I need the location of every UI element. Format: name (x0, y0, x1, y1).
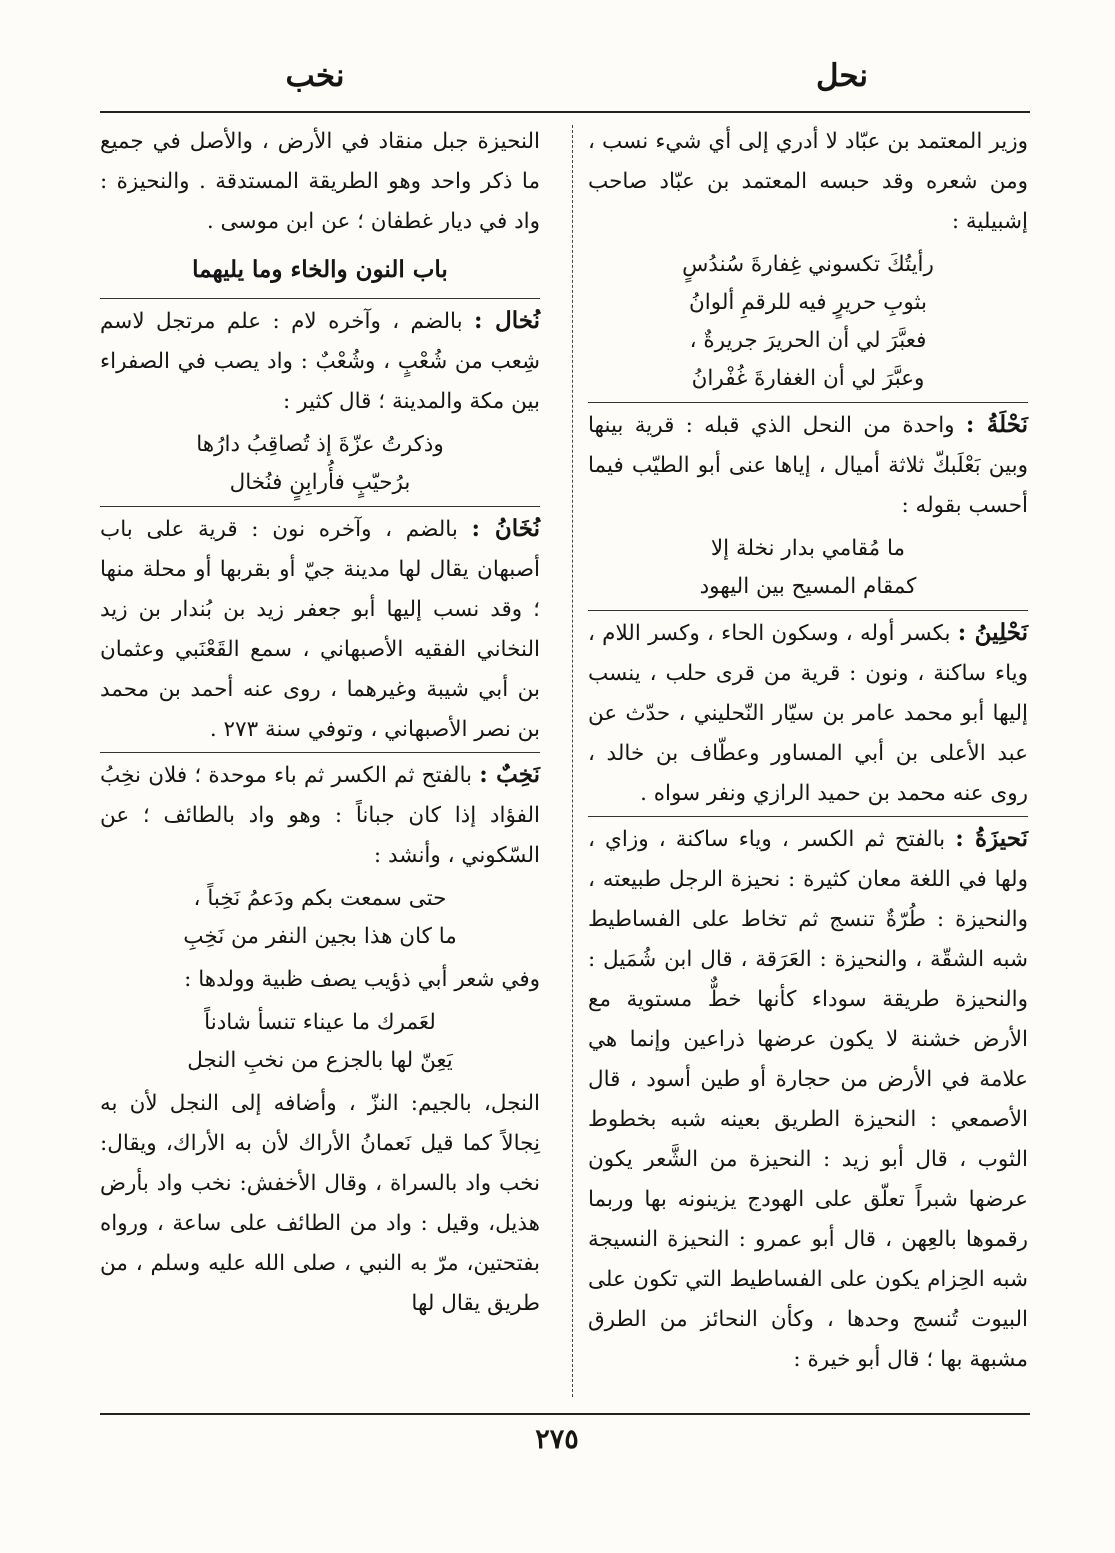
entry-text: واحدة من النحل الذي قبله : قرية بينها وبين بَعْلَبكّ ثلاثة أميال ، إياها عنى أبو الطيّب فيما أحسب بقوله : (588, 413, 1028, 518)
verse-line: رأيتُكَ تكسوني غِفارةَ سُندُسٍ (682, 252, 934, 277)
entry-divider (100, 506, 540, 507)
entry-headword: نُخَانُ : (471, 515, 540, 542)
poem (100, 880, 540, 956)
bottom-rule (100, 1413, 1030, 1415)
entry-divider (100, 298, 540, 299)
entry-headword: نَحْلِينُ : (957, 619, 1028, 646)
section-title: باب النون والخاء وما يليهما (192, 256, 448, 283)
entry-headword: نُخال : (473, 307, 540, 334)
top-rule (100, 111, 1030, 113)
verse-line: بثوبِ حريرٍ فيه للرقمِ ألوانُ (689, 290, 927, 315)
entry (588, 405, 1028, 526)
paragraph: وفي شعر أبي ذؤيب يصف ظبية وولدها : (184, 967, 540, 992)
entry-divider (588, 402, 1028, 403)
verse-line: كمقام المسيح بين اليهود (699, 574, 917, 599)
verse-line: وعبَّرَ لي أن الغفارةَ غُفْرانُ (691, 366, 925, 391)
entry-divider (100, 752, 540, 753)
running-header-right: نحل (815, 58, 869, 94)
column-separator (572, 125, 573, 1397)
entry-text: بالضم ، وآخره نون : قرية على باب أصبهان يقال لها مدينة جيّ أو بقربها أو محلة منها ؛ وقد نسب إليها أبو جعفر زيد بن بُندار بن زيد النخاني الفقيه الأصبهاني ، سمع القَعْنَبي وعثمان بن أبي شيبة وغيرهما ، روى عنه أحمد بن محمد بن نصر الأصبهاني ، وتوفي سنة ٢٧٣ . (100, 517, 540, 742)
entry (588, 613, 1028, 814)
verse-line: فعبَّرَ لي أن الحريرَ جريرةٌ ، (689, 328, 927, 353)
entry-text: بالفتح ثم الكسر ثم باء موحدة ؛ فلان نخِبُ الفؤاد إذا كان جباناً : وهو واد بالطائف ؛ عن السّكوني ، وأنشد : (100, 763, 540, 868)
page-number: ٢٧٥ (535, 1424, 579, 1455)
entry (100, 301, 540, 422)
verse-line: يَعِنّ لها بالجزع من نخبِ النجل (187, 1048, 453, 1073)
paragraph: النحيزة جبل منقاد في الأرض ، والأصل في جميع ما ذكر واحد وهو الطريقة المستدقة . والنحيزة : واد في ديار غطفان ؛ عن ابن موسى . (100, 129, 540, 234)
entry-text: بالضم ، وآخره لام : علم مرتجل لاسم شِعب من شُعْبٍ ، وشُعْبٌ : واد يصب في الصفراء بين مكة والمدينة ؛ قال كثير : (100, 309, 540, 414)
poem (100, 1004, 540, 1080)
entry-headword: نَخِبٌ : (479, 761, 540, 788)
running-header-left: نخب (285, 58, 345, 94)
entry (588, 819, 1028, 1380)
poem (588, 246, 1028, 398)
entry-divider (588, 610, 1028, 611)
verse-line: حتى سمعت بكم ودَعمُ نَخِباً ، (193, 886, 447, 911)
entry-headword: نَحيزَةُ : (955, 825, 1028, 852)
entry (100, 755, 540, 876)
entry (100, 509, 540, 750)
entry-divider (588, 816, 1028, 817)
paragraph: النجل، بالجيم: النزّ ، وأضافه إلى النجل لأن به نِجالاً كما قيل نَعمانُ الأراك لأن به الأراك، ويقال: نخب واد بالسراة ، وقال الأخفش: نخب واد بأرض هذيل، وقيل : واد من الطائف على ساعة ، ورواه بفتحتين، مرّ به النبي ، صلى الله عليه وسلم ، من طريق يقال لها (100, 1091, 540, 1316)
right-column (588, 122, 1028, 1380)
verse-line: وذكرتُ عزّةَ إذ تُصاقِبُ دارُها (196, 432, 444, 457)
left-column (100, 122, 540, 1324)
verse-line: لعَمرك ما عيناء تنسأ شادناً (204, 1010, 436, 1035)
poem (100, 426, 540, 502)
paragraph: وزير المعتمد بن عبّاد لا أدري إلى أي شيء نسب ، ومن شعره وقد حبسه المعتمد بن عبّاد صاحب إشبيلية : (588, 129, 1028, 234)
verse-line: ما كان هذا بجين النفر من نَخِبِ (183, 924, 457, 949)
entry-text: بكسر أوله ، وسكون الحاء ، وكسر اللام ، وياء ساكنة ، ونون : قرية من قرى حلب ، ينسب إليها أبو محمد عامر بن سيّار النّحليني ، حدّث عن عبد الأعلى بن أبي المساور وعطّاف بن خالد ، روى عنه محمد بن حميد الرازي ونفر سواه . (588, 621, 1028, 806)
entry-headword: نَحْلَةُ : (965, 411, 1028, 438)
entry-text: بالفتح ثم الكسر ، وياء ساكنة ، وزاي ، ولها في اللغة معان كثيرة : نحيزة الرجل طبيعته ، والنحيزة : طُرّةٌ تنسج ثم تخاط على الفساطيط شبه الشقّة ، والنحيزة : العَرَقة ، قال ابن شُمَيل : والنحيزة طريقة سوداء كأنها خطٌّ مستوية مع الأرض خشنة لا يكون عرضها ذراعين وإنما هي علامة في الأرض من حجارة أو طين أسود ، قال الأصمعي : النحيزة الطريق بعينه شبه بخطوط الثوب ، قال أبو زيد : النحيزة من الشَّعر يكون عرضها شبراً تعلّق على الهودج يزينونه بها وربما رقموها بالعِهن ، قال أبو عمرو : النحيزة النسيجة شبه الحِزام يكون على الفساطيط التي تكون على البيوت تُنسج وحدها ، وكأن النحائز من الطرق مشبهة بها ؛ قال أبو خيرة : (588, 827, 1028, 1372)
verse-line: ما مُقامي بدار نخلة إلا (710, 536, 906, 561)
verse-line: برُحيّبٍ فأُرابِنٍ فنُخال (229, 470, 411, 495)
poem (588, 530, 1028, 606)
